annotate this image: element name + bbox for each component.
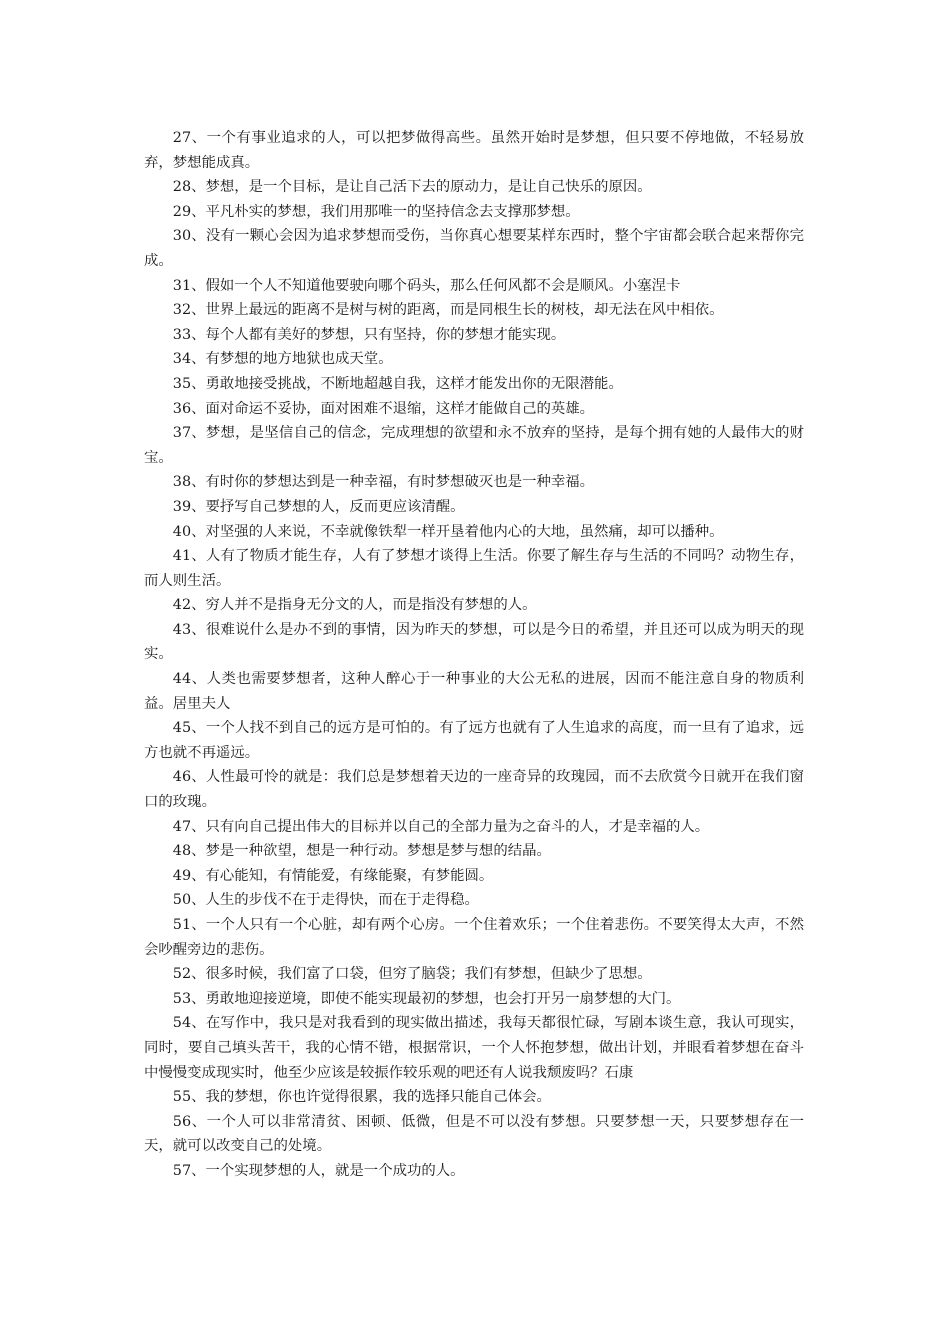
- paragraph-49: 49、有心能知，有情能爱，有缘能聚，有梦能圆。: [172, 867, 494, 884]
- paragraph-52: 52、很多时候，我们富了口袋，但穷了脑袋；我们有梦想，但缺少了思想。: [172, 966, 652, 983]
- paragraph-36: 36、面对命运不妥协，面对困难不退缩，这样才能做自己的英雄。: [172, 400, 595, 417]
- paragraph-38: 38、有时你的梦想达到是一种幸福，有时梦想破灭也是一种幸福。: [172, 474, 595, 491]
- paragraph-57: 57、一个实现梦想的人，就是一个成功的人。: [172, 1162, 465, 1179]
- paragraph-42: 42、穷人并不是指身无分文的人，而是指没有梦想的人。: [172, 597, 537, 614]
- paragraph-37: 37、梦想，是坚信自己的信念，完成理想的欲望和永不放弃的坚持，是每个拥有她的人最伟大的财宝。: [144, 425, 804, 466]
- paragraph-45: 45、一个人找不到自己的远方是可怕的。有了远方也就有了人生追求的高度，而一旦有了追求，远方也就不再遥远。: [144, 720, 804, 761]
- paragraph-54: 54、在写作中，我只是对我看到的现实做出描述，我每天都很忙碌，写剧本谈生意，我认可现实，同时，要自己填头苦干，我的心情不错，根据常识，一个人怀抱梦想，做出计划，并眼看着梦想在奋斗中慢慢变成现实时，他至少应该是较振作较乐观的吧还有人说我颓废吗？石康: [144, 1015, 804, 1081]
- paragraph-33: 33、每个人都有美好的梦想，只有坚持，你的梦想才能实现。: [172, 326, 566, 343]
- paragraph-35: 35、勇敢地接受挑战，不断地超越自我，这样才能发出你的无限潜能。: [172, 375, 623, 392]
- paragraph-47: 47、只有向自己提出伟大的目标并以自己的全部力量为之奋斗的人，才是幸福的人。: [172, 818, 710, 835]
- paragraph-46: 46、人性最可怜的就是：我们总是梦想着天边的一座奇异的玫瑰园，而不去欣赏今日就开在我们窗口的玫瑰。: [144, 769, 804, 811]
- paragraph-41: 41、人有了物质才能生存，人有了梦想才谈得上生活。你要了解生存与生活的不同吗？动物生存，而人则生活。: [144, 548, 804, 589]
- paragraph-34: 34、有梦想的地方地狱也成天堂。: [172, 351, 393, 368]
- paragraph-43: 43、很难说什么是办不到的事情，因为昨天的梦想，可以是今日的希望，并且还可以成为明天的现实。: [144, 621, 804, 663]
- paragraph-31: 31、假如一个人不知道他要驶向哪个码头，那么任何风都不会是顺风。小塞涅卡: [172, 277, 681, 294]
- paragraph-32: 32、世界上最远的距离不是树与树的距离，而是同根生长的树枝，却无法在风中相依。: [172, 302, 724, 319]
- paragraph-50: 50、人生的步伐不在于走得快，而在于走得稳。: [172, 892, 479, 909]
- paragraph-27: 27、一个有事业追求的人，可以把梦做得高些。虽然开始时是梦想，但只要不停地做，不轻易放弃，梦想能成真。: [144, 130, 804, 171]
- document-body: [144, 126, 804, 1184]
- paragraph-39: 39、要抒写自己梦想的人，反而更应该清醒。: [172, 498, 465, 515]
- paragraph-40: 40、对坚强的人来说，不幸就像铁犁一样开垦着他内心的大地，虽然痛，却可以播种。: [172, 523, 724, 540]
- paragraph-51: 51、一个人只有一个心脏，却有两个心房。一个住着欢乐；一个住着悲伤。不要笑得太大声，不然会吵醒旁边的悲伤。: [144, 917, 804, 958]
- paragraph-48: 48、梦是一种欲望，想是一种行动。梦想是梦与想的结晶。: [172, 843, 551, 860]
- paragraph-29: 29、平凡朴实的梦想，我们用那唯一的坚持信念去支撑那梦想。: [172, 203, 580, 220]
- paragraph-30: 30、没有一颗心会因为追求梦想而受伤，当你真心想要某样东西时，整个宇宙都会联合起来帮你完成。: [144, 228, 804, 269]
- paragraph-56: 56、一个人可以非常清贫、困顿、低微，但是不可以没有梦想。只要梦想一天，只要梦想存在一天，就可以改变自己的处境。: [144, 1113, 804, 1155]
- paragraph-28: 28、梦想，是一个目标，是让自己活下去的原动力，是让自己快乐的原因。: [172, 179, 652, 196]
- paragraph-53: 53、勇敢地迎接逆境，即使不能实现最初的梦想，也会打开另一扇梦想的大门。: [172, 990, 681, 1007]
- paragraph-55: 55、我的梦想，你也许觉得很累，我的选择只能自己体会。: [172, 1089, 551, 1106]
- paragraph-44: 44、人类也需要梦想者，这种人醉心于一种事业的大公无私的进展，因而不能注意自身的物质利益。居里夫人: [144, 671, 804, 712]
